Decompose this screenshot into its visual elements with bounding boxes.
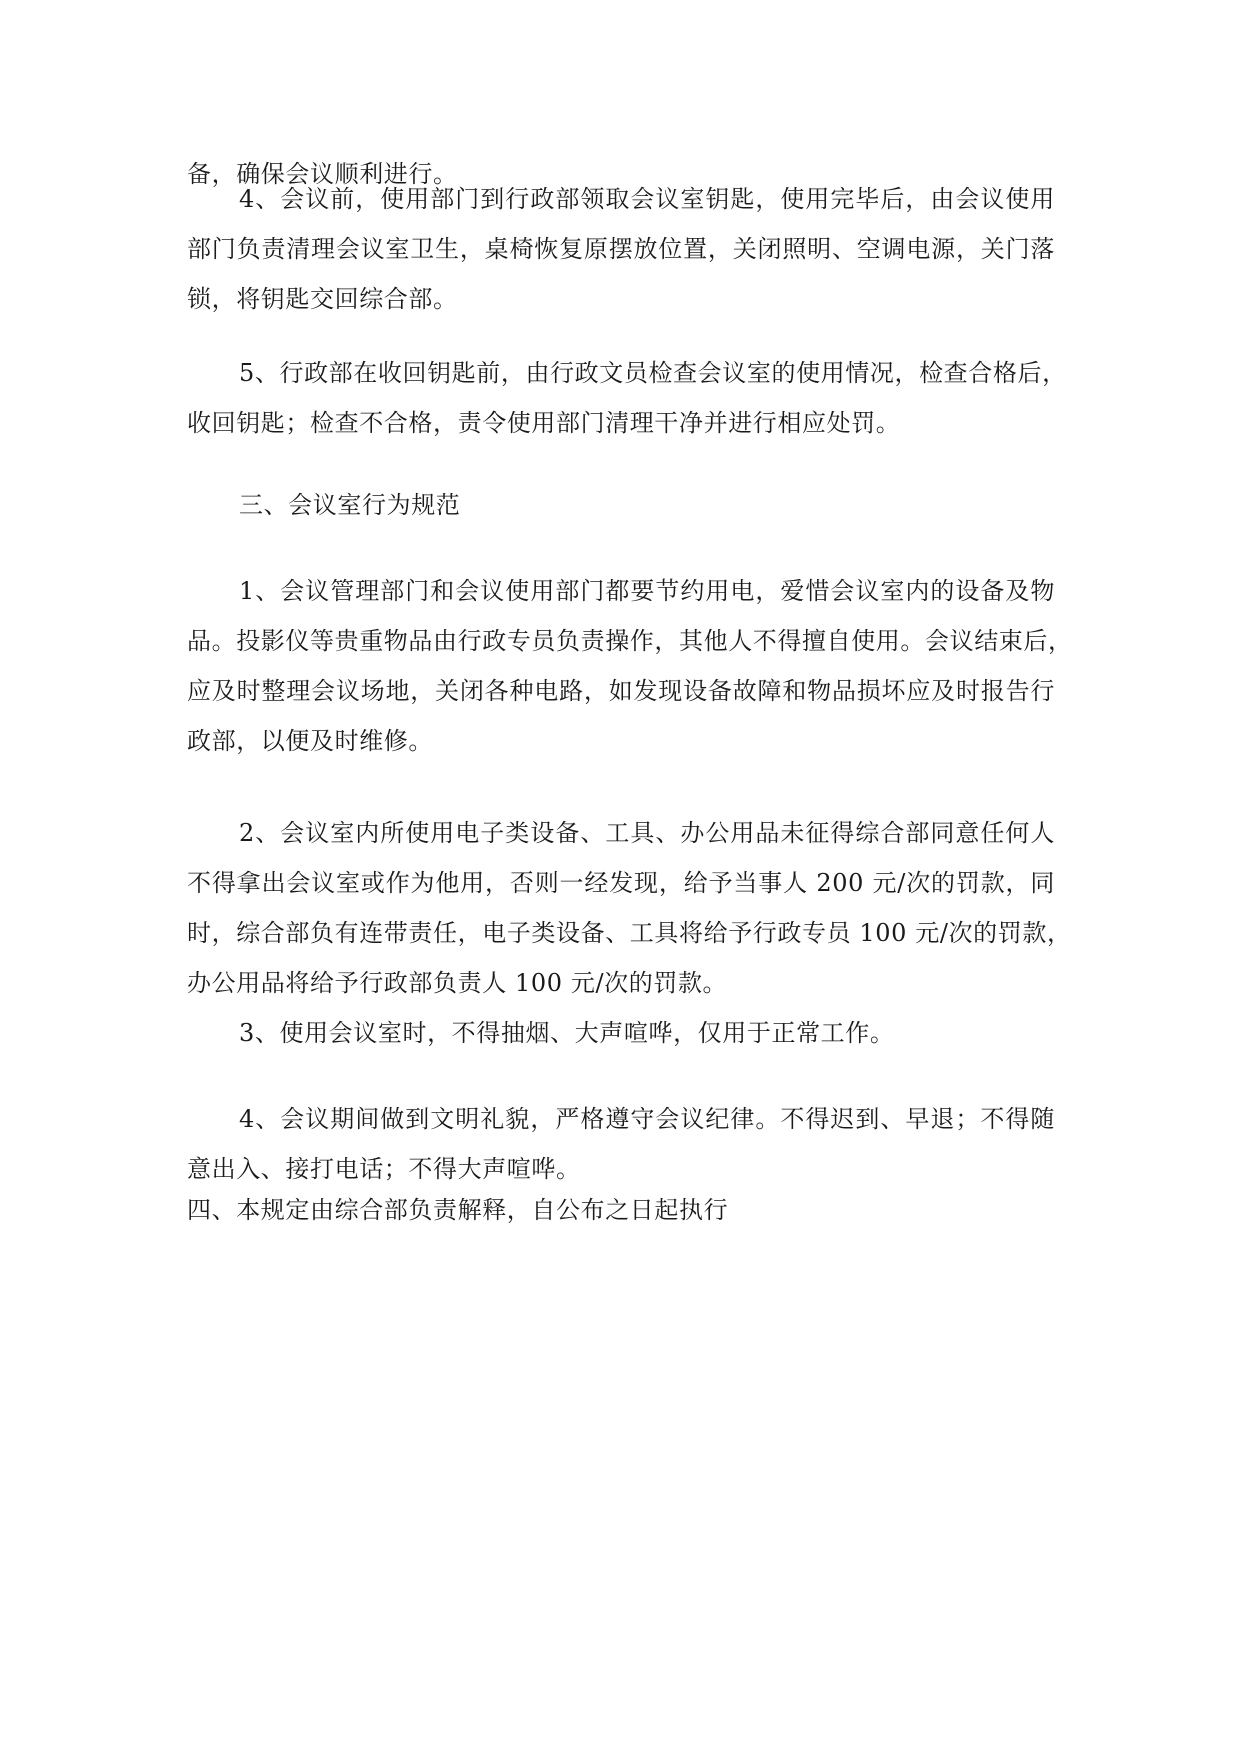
paragraph-rule-4: [187, 1094, 1055, 1194]
section-title: 三、会议室行为规范: [239, 491, 461, 519]
text-line: 部门负责清理会议室卫生，桌椅恢复原摆放位置，关闭照明、空调电源，关门落: [187, 235, 1055, 263]
paragraph-rule-3: [187, 1008, 1055, 1058]
text-line: 1、会议管理部门和会议使用部门都要节约用电，爱惜会议室内的设备及物: [239, 577, 1055, 605]
text-line: 意出入、接打电话；不得大声喧哗。: [187, 1155, 581, 1183]
text-line: 办公用品将给予行政部负责人 100 元/次的罚款。: [187, 969, 728, 997]
text-line: 备，确保会议顺利进行。: [187, 160, 458, 188]
paragraph-item-4: [187, 174, 1055, 324]
section-heading-4: [187, 1185, 1055, 1235]
text-line: 5、行政部在收回钥匙前，由行政文员检查会议室的使用情况，检查合格后，: [239, 359, 1067, 387]
paragraph-rule-1: [187, 566, 1073, 766]
text-line: 锁，将钥匙交回综合部。: [187, 285, 458, 313]
text-line: 应及时整理会议场地，关闭各种电路，如发现设备故障和物品损坏应及时报告行: [187, 677, 1055, 705]
text-line: 时，综合部负有连带责任，电子类设备、工具将给予行政专员 100 元/次的罚款，: [187, 919, 1072, 947]
text-line: 收回钥匙；检查不合格，责令使用部门清理干净并进行相应处罚。: [187, 409, 901, 437]
text-line: 2、会议室内所使用电子类设备、工具、办公用品未征得综合部同意任何人: [239, 819, 1055, 847]
text-line: 不得拿出会议室或作为他用，否则一经发现，给予当事人 200 元/次的罚款，同: [187, 869, 1055, 897]
paragraph-rule-2: [187, 808, 1072, 1008]
text-line: 品。投影仪等贵重物品由行政专员负责操作，其他人不得擅自使用。会议结束后，: [187, 627, 1073, 655]
text-line: 政部，以便及时维修。: [187, 727, 433, 755]
paragraph-item-5: [187, 348, 1067, 448]
section-title: 四、本规定由综合部负责解释，自公布之日起执行: [187, 1196, 729, 1224]
text-line: 3、使用会议室时，不得抽烟、大声喧哗，仅用于正常工作。: [239, 1019, 895, 1047]
text-line: 4、会议期间做到文明礼貌，严格遵守会议纪律。不得迟到、早退；不得随: [239, 1105, 1055, 1133]
text-line: 4、会议前，使用部门到行政部领取会议室钥匙，使用完毕后，由会议使用: [239, 185, 1055, 213]
section-heading-3: [187, 480, 1055, 530]
